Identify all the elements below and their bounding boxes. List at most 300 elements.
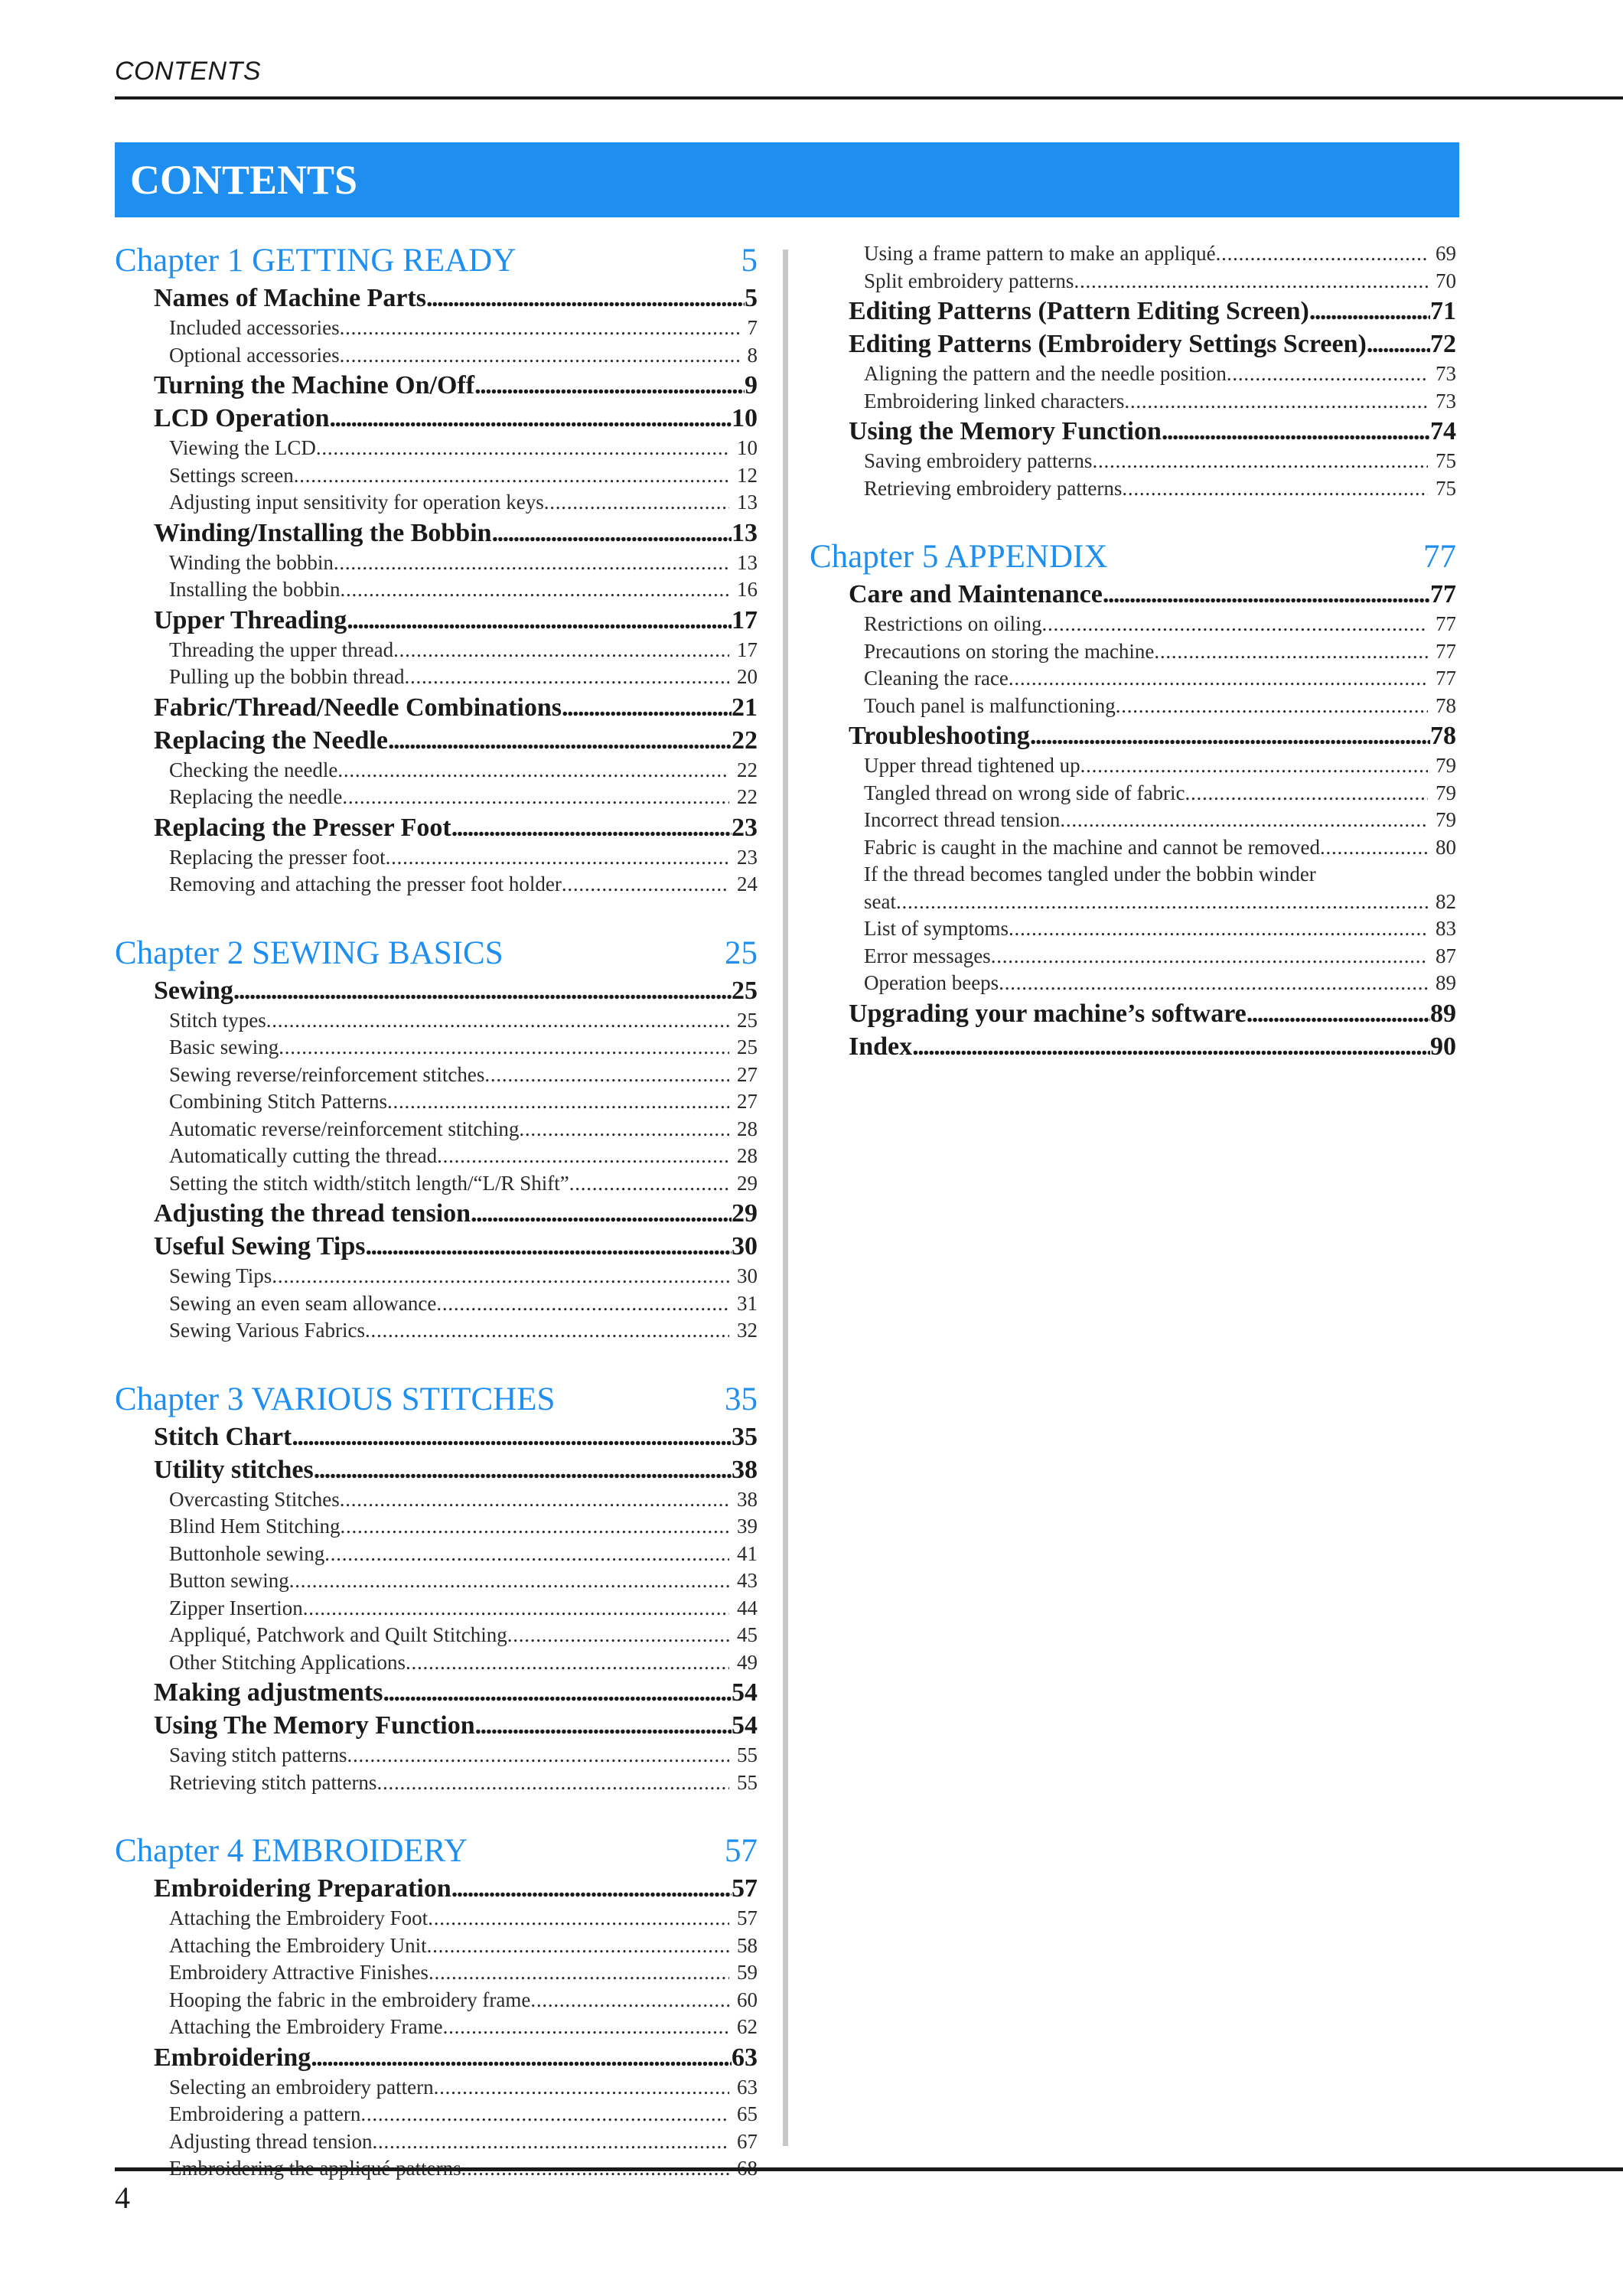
entry-title: Button sewing: [169, 1569, 289, 1592]
dot-leader: [1309, 295, 1430, 328]
entry-title: Editing Patterns (Pattern Editing Screen): [849, 297, 1309, 325]
entry-page-number: 72: [1430, 330, 1456, 358]
entry-page-number: 13: [737, 491, 758, 514]
entry-page-number: 12: [737, 463, 758, 487]
chapter-page-number: 57: [725, 1833, 758, 1869]
toc-section-entry[interactable]: [115, 517, 758, 550]
toc-section-entry[interactable]: [810, 328, 1456, 360]
toc-chapter-heading[interactable]: [115, 240, 758, 282]
dot-leader: [437, 1143, 729, 1170]
entry-page-number: 70: [1436, 269, 1456, 292]
toc-chapter-heading[interactable]: [115, 1379, 758, 1420]
entry-page-number: 54: [732, 1711, 758, 1740]
toc-section-entry[interactable]: [115, 369, 758, 402]
entry-page-number: 25: [737, 1035, 758, 1058]
toc-subentry[interactable]: [115, 1595, 758, 1623]
toc-subentry[interactable]: [115, 784, 758, 811]
toc-section-entry[interactable]: [115, 282, 758, 315]
entry-title: Using a frame pattern to make an appliqué: [864, 242, 1216, 265]
entry-page-number: 5: [745, 284, 758, 312]
entry-page-number: 60: [737, 1988, 758, 2011]
entry-title: Operation beeps: [864, 971, 999, 994]
toc-subentry[interactable]: [810, 638, 1456, 666]
entry-title: Removing and attaching the presser foot holder: [169, 872, 562, 895]
entry-page-number: 17: [732, 605, 758, 634]
dot-leader: [360, 2101, 729, 2128]
toc-subentry[interactable]: [810, 834, 1456, 862]
dot-leader: [443, 2014, 729, 2041]
toc-subentry[interactable]: [115, 1062, 758, 1089]
toc-section-entry[interactable]: [115, 974, 758, 1007]
toc-chapter-heading[interactable]: [810, 536, 1456, 578]
toc-subentry[interactable]: [115, 2014, 758, 2041]
dot-leader: [324, 1541, 729, 1568]
toc-section-entry[interactable]: [115, 811, 758, 844]
dot-leader: [912, 1030, 1430, 1063]
toc-subentry[interactable]: [115, 2128, 758, 2156]
entry-title: LCD Operation: [154, 404, 330, 432]
toc-chapter-heading[interactable]: [115, 1831, 758, 1872]
toc-subentry[interactable]: [115, 844, 758, 872]
chapter-title: Chapter 5 APPENDIX: [810, 539, 1108, 575]
toc-subentry[interactable]: [115, 342, 758, 370]
dot-leader: [507, 1622, 729, 1649]
dot-leader: [1154, 638, 1428, 666]
toc-section-entry[interactable]: [115, 1709, 758, 1742]
entry-title: Saving stitch patterns: [169, 1743, 347, 1766]
chapter-title: Chapter 1 GETTING READY: [115, 243, 517, 279]
toc-section-entry[interactable]: [115, 604, 758, 637]
entry-page-number: 78: [1430, 722, 1456, 750]
chapter-title: Chapter 3 VARIOUS STITCHES: [115, 1381, 556, 1417]
entry-title: Adjusting the thread tension: [154, 1199, 471, 1228]
entry-page-number: 17: [737, 638, 758, 661]
dot-leader: [372, 2128, 729, 2156]
entry-title: Pulling up the bobbin thread: [169, 665, 405, 688]
toc-subentry[interactable]: [115, 576, 758, 604]
dot-leader: [436, 1290, 729, 1318]
toc-subentry[interactable]: [115, 1263, 758, 1290]
entry-page-number: 62: [737, 2015, 758, 2038]
entry-title: Replacing the Needle: [154, 726, 388, 755]
toc-subentry[interactable]: [115, 315, 758, 342]
entry-title: Editing Patterns (Embroidery Settings Screen): [849, 330, 1367, 358]
entry-page-number: 49: [737, 1650, 758, 1674]
entry-title: Winding/Installing the Bobbin: [154, 518, 492, 547]
entry-page-number: 23: [732, 813, 758, 842]
entry-page-number: 45: [737, 1623, 758, 1646]
toc-subentry[interactable]: [115, 664, 758, 691]
dot-leader: [303, 1595, 729, 1623]
dot-leader: [1162, 415, 1430, 448]
toc-subentry[interactable]: [115, 1143, 758, 1170]
toc-subentry[interactable]: [810, 240, 1456, 268]
toc-subentry[interactable]: [810, 889, 1456, 916]
entry-title: Threading the upper thread: [169, 638, 394, 661]
dot-leader: [340, 1486, 729, 1514]
toc-subentry[interactable]: [810, 970, 1456, 997]
entry-page-number: 27: [737, 1090, 758, 1113]
toc-subentry[interactable]: [115, 462, 758, 490]
chapter-page-number: 5: [741, 243, 758, 279]
dot-leader: [492, 517, 732, 550]
entry-page-number: 79: [1436, 808, 1456, 831]
entry-title: Restrictions on oiling: [864, 612, 1042, 635]
entry-title: Sewing: [154, 976, 233, 1005]
dot-leader: [1074, 268, 1428, 295]
toc-subentry[interactable]: [115, 2074, 758, 2102]
dot-leader: [406, 1649, 729, 1677]
dot-leader: [1320, 834, 1428, 862]
toc-subentry[interactable]: [115, 1905, 758, 1932]
toc-subentry[interactable]: [115, 1116, 758, 1143]
entry-title: Upper Threading: [154, 605, 347, 634]
entry-page-number: 29: [737, 1171, 758, 1195]
toc-subentry[interactable]: [115, 1513, 758, 1541]
dot-leader: [544, 489, 729, 517]
entry-page-number: 21: [732, 693, 758, 722]
entry-title: Other Stitching Applications: [169, 1650, 406, 1674]
toc-subentry[interactable]: [115, 1567, 758, 1595]
entry-page-number: 28: [737, 1117, 758, 1140]
toc-subentry[interactable]: [810, 915, 1456, 943]
toc-subentry[interactable]: [810, 268, 1456, 295]
entry-page-number: 55: [737, 1770, 758, 1794]
toc-section-entry[interactable]: [810, 719, 1456, 752]
entry-title: Automatically cutting the thread: [169, 1144, 438, 1167]
dot-leader: [393, 637, 729, 664]
dot-leader: [451, 811, 732, 844]
toc-subentry[interactable]: [115, 1541, 758, 1568]
dot-leader: [1116, 693, 1428, 720]
chapter-title: Chapter 2 SEWING BASICS: [115, 934, 504, 971]
dot-leader: [340, 576, 729, 604]
chapter-gap: [115, 1345, 758, 1379]
toc-subentry[interactable]: [115, 1987, 758, 2014]
entry-title: Tangled thread on wrong side of fabric: [864, 781, 1185, 804]
dot-leader: [1185, 780, 1428, 807]
dot-leader: [484, 1062, 729, 1089]
toc-subentry[interactable]: [115, 1742, 758, 1769]
entry-title: Retrieving embroidery patterns: [864, 476, 1123, 500]
toc-subentry[interactable]: [115, 757, 758, 784]
entry-title: Cleaning the race: [864, 667, 1009, 690]
toc-section-entry[interactable]: [810, 415, 1456, 448]
entry-title: Attaching the Embroidery Unit: [169, 1933, 427, 1957]
toc-section-entry[interactable]: [810, 295, 1456, 328]
entry-page-number: 28: [737, 1144, 758, 1167]
entry-page-number: 25: [732, 976, 758, 1005]
dot-leader: [434, 2074, 729, 2102]
toc-subentry[interactable]: [115, 1622, 758, 1649]
toc-subentry[interactable]: [115, 550, 758, 577]
toc-section-entry[interactable]: [115, 1230, 758, 1263]
toc-subentry[interactable]: [115, 1034, 758, 1062]
entry-page-number: 77: [1430, 580, 1456, 608]
entry-page-number: 44: [737, 1596, 758, 1619]
entry-title: Selecting an embroidery pattern: [169, 2075, 434, 2099]
dot-leader: [1247, 997, 1430, 1030]
toc-subentry[interactable]: [810, 388, 1456, 416]
toc-right-column: [810, 240, 1456, 1063]
entry-page-number: 22: [737, 785, 758, 808]
entry-page-number: 25: [737, 1008, 758, 1032]
toc-section-entry[interactable]: [810, 1030, 1456, 1063]
dot-leader: [1216, 240, 1428, 268]
dot-leader: [365, 1317, 729, 1345]
running-head: CONTENTS: [115, 57, 261, 86]
entry-title: Fabric is caught in the machine and cannot be removed: [864, 835, 1321, 859]
dot-leader: [340, 342, 740, 370]
toc-subentry[interactable]: [115, 1769, 758, 1797]
dot-leader: [337, 757, 729, 784]
toc-subentry[interactable]: [115, 1649, 758, 1677]
entry-page-number: 65: [737, 2102, 758, 2125]
chapter-gap: [810, 502, 1456, 536]
dot-leader: [292, 1420, 732, 1453]
entry-page-number: 75: [1436, 449, 1456, 472]
entry-title: Setting the stitch width/stitch length/“L/R Shift”: [169, 1171, 569, 1195]
entry-title: Upper thread tightened up: [864, 754, 1080, 777]
toc-section-entry[interactable]: [115, 1453, 758, 1486]
toc-section-entry[interactable]: [115, 1420, 758, 1453]
entry-title: Sewing reverse/reinforcement stitches: [169, 1062, 485, 1086]
dot-leader: [999, 970, 1428, 997]
toc-subentry[interactable]: [810, 475, 1456, 503]
entry-page-number: 32: [737, 1319, 758, 1342]
entry-page-number: 77: [1436, 639, 1456, 663]
column-divider: [783, 249, 788, 2146]
entry-title: Care and Maintenance: [849, 580, 1103, 608]
dot-leader: [427, 1932, 729, 1960]
dot-leader: [272, 1263, 729, 1290]
entry-title: Utility stitches: [154, 1455, 314, 1484]
entry-title: Stitch types: [169, 1008, 266, 1032]
chapter-page-number: 77: [1423, 539, 1456, 575]
dot-leader: [388, 724, 732, 757]
dot-leader: [266, 1007, 729, 1035]
entry-title: List of symptoms: [864, 917, 1009, 940]
entry-title: Appliqué, Patchwork and Quilt Stitching: [169, 1623, 507, 1646]
toc-subentry-wrapped-line[interactable]: If the thread becomes tangled under the bobbin winder: [864, 863, 1316, 885]
toc-subentry[interactable]: [115, 1290, 758, 1318]
entry-page-number: 35: [732, 1422, 758, 1451]
entry-page-number: 89: [1436, 971, 1456, 994]
entry-title: Zipper Insertion: [169, 1596, 303, 1619]
dot-leader: [330, 402, 732, 435]
dot-leader: [429, 1959, 729, 1987]
entry-page-number: 31: [737, 1291, 758, 1315]
entry-title: Adjusting input sensitivity for operation keys: [169, 491, 544, 514]
entry-title: Sewing Various Fabrics: [169, 1319, 365, 1342]
toc-subentry[interactable]: [810, 693, 1456, 720]
dot-leader: [519, 1116, 729, 1143]
entry-title: Replacing the needle: [169, 785, 343, 808]
dot-leader: [340, 315, 740, 342]
entry-page-number: 63: [732, 2043, 758, 2072]
entry-title: Retrieving stitch patterns: [169, 1770, 377, 1794]
dot-leader: [451, 1872, 732, 1905]
entry-title: Upgrading your machine’s software: [849, 999, 1247, 1028]
toc-subentry[interactable]: [810, 752, 1456, 780]
entry-page-number: 77: [1436, 612, 1456, 635]
toc-subentry[interactable]: [810, 665, 1456, 693]
entry-page-number: 57: [737, 1906, 758, 1929]
entry-page-number: 41: [737, 1541, 758, 1565]
chapter-gap: [115, 899, 758, 933]
toc-subentry[interactable]: [115, 1007, 758, 1035]
toc-subentry[interactable]: [115, 1959, 758, 1987]
dot-leader: [530, 1987, 729, 2014]
dot-leader: [341, 1513, 729, 1541]
entry-title: Useful Sewing Tips: [154, 1232, 366, 1261]
entry-title: Error messages: [864, 944, 991, 967]
entry-title: Touch panel is malfunctioning: [864, 693, 1116, 717]
entry-title: Hooping the fabric in the embroidery frame: [169, 1988, 531, 2011]
toc-section-entry[interactable]: [115, 1872, 758, 1905]
dot-leader: [1030, 719, 1430, 752]
entry-page-number: 27: [737, 1062, 758, 1086]
entry-title: Fabric/Thread/Needle Combinations: [154, 693, 562, 722]
toc-section-entry[interactable]: [115, 402, 758, 435]
dot-leader: [1009, 915, 1428, 943]
entry-page-number: 83: [1436, 917, 1456, 940]
entry-title: Making adjustments: [154, 1678, 383, 1707]
entry-title: Precautions on storing the machine: [864, 639, 1155, 663]
entry-title: Viewing the LCD: [169, 436, 316, 459]
toc-subentry[interactable]: [810, 448, 1456, 475]
dot-leader: [1080, 752, 1428, 780]
dot-leader: [1103, 578, 1430, 611]
toc-section-entry[interactable]: [810, 578, 1456, 611]
dot-leader: [311, 2041, 732, 2074]
toc-subentry[interactable]: [810, 943, 1456, 970]
entry-title: Buttonhole sewing: [169, 1541, 325, 1565]
entry-page-number: 89: [1430, 999, 1456, 1028]
dot-leader: [1009, 665, 1428, 693]
toc-subentry[interactable]: [115, 1088, 758, 1116]
entry-title: Aligning the pattern and the needle position: [864, 362, 1227, 385]
toc-subentry[interactable]: [810, 360, 1456, 388]
top-rule: [115, 96, 1623, 99]
entry-page-number: 75: [1436, 476, 1456, 500]
entry-page-number: 79: [1436, 781, 1456, 804]
toc-chapter-heading[interactable]: [115, 933, 758, 974]
entry-page-number: 13: [737, 550, 758, 574]
dot-leader: [1124, 388, 1428, 416]
entry-title: Embroidery Attractive Finishes: [169, 1961, 429, 1984]
toc-section-entry[interactable]: [115, 2041, 758, 2074]
entry-page-number: 29: [732, 1199, 758, 1228]
entry-title: Embroidering linked characters: [864, 389, 1125, 413]
bottom-rule: [115, 2167, 1623, 2171]
entry-page-number: 7: [747, 316, 758, 339]
entry-title: Sewing an even seam allowance: [169, 1291, 437, 1315]
entry-title: Incorrect thread tension: [864, 808, 1061, 831]
entry-page-number: 55: [737, 1743, 758, 1766]
entry-title: Automatic reverse/reinforcement stitching: [169, 1117, 520, 1140]
dot-leader: [1122, 475, 1428, 503]
entry-page-number: 74: [1430, 417, 1456, 445]
entry-title: Checking the needle: [169, 758, 338, 781]
dot-leader: [386, 844, 729, 872]
entry-title: Settings screen: [169, 463, 294, 487]
dot-leader: [896, 889, 1428, 916]
entry-title: Embroidering: [154, 2043, 311, 2072]
entry-page-number: 10: [732, 404, 758, 432]
entry-title: Included accessories: [169, 316, 340, 339]
entry-page-number: 77: [1436, 667, 1456, 690]
toc-section-entry[interactable]: [810, 997, 1456, 1030]
entry-title: Sewing Tips: [169, 1264, 272, 1287]
contents-banner: CONTENTS: [115, 142, 1459, 217]
entry-title: Troubleshooting: [849, 722, 1030, 750]
entry-page-number: 90: [1430, 1032, 1456, 1061]
chapter-page-number: 25: [725, 934, 758, 971]
entry-page-number: 13: [732, 518, 758, 547]
toc-subentry[interactable]: [115, 489, 758, 517]
toc-subentry[interactable]: [115, 1317, 758, 1345]
entry-title: Using The Memory Function: [154, 1711, 475, 1740]
entry-page-number: 54: [732, 1678, 758, 1707]
entry-page-number: 69: [1436, 242, 1456, 265]
toc-left-column: [115, 240, 758, 2183]
entry-page-number: 73: [1436, 362, 1456, 385]
toc-section-entry[interactable]: [115, 691, 758, 724]
entry-title: Installing the bobbin: [169, 578, 341, 601]
entry-page-number: 22: [737, 758, 758, 781]
entry-title: Index: [849, 1032, 913, 1061]
entry-title: Embroidering Preparation: [154, 1874, 451, 1903]
entry-page-number: 71: [1430, 297, 1456, 325]
entry-title: Saving embroidery patterns: [864, 449, 1093, 472]
entry-title: Optional accessories: [169, 343, 340, 367]
dot-leader: [342, 784, 729, 811]
toc-subentry[interactable]: [115, 2101, 758, 2128]
toc-subentry[interactable]: [115, 1932, 758, 1960]
dot-leader: [1092, 448, 1428, 475]
entry-page-number: 30: [732, 1232, 758, 1261]
toc-subentry[interactable]: [115, 871, 758, 899]
toc-subentry[interactable]: [810, 780, 1456, 807]
toc-subentry[interactable]: [115, 1486, 758, 1514]
chapter-gap: [115, 1796, 758, 1831]
toc-section-entry[interactable]: [115, 724, 758, 757]
dot-leader: [1042, 611, 1429, 638]
entry-title: Split embroidery patterns: [864, 269, 1074, 292]
entry-title: Embroidering a pattern: [169, 2102, 361, 2125]
dot-leader: [426, 282, 745, 315]
toc-subentry[interactable]: [115, 637, 758, 664]
dot-leader: [474, 369, 745, 402]
toc-subentry[interactable]: [115, 1170, 758, 1198]
toc-section-entry[interactable]: [115, 1676, 758, 1709]
entry-title: Attaching the Embroidery Foot: [169, 1906, 429, 1929]
toc-subentry[interactable]: [115, 435, 758, 462]
entry-page-number: 23: [737, 845, 758, 869]
toc-subentry[interactable]: [810, 611, 1456, 638]
entry-title: Winding the bobbin: [169, 550, 334, 574]
entry-page-number: 8: [747, 343, 758, 367]
dot-leader: [562, 871, 729, 899]
entry-page-number: 58: [737, 1933, 758, 1957]
dot-leader: [314, 1453, 732, 1486]
toc-subentry[interactable]: [810, 807, 1456, 834]
entry-page-number: 24: [737, 872, 758, 895]
entry-title: Overcasting Stitches: [169, 1487, 340, 1511]
toc-section-entry[interactable]: [115, 1197, 758, 1230]
entry-page-number: 79: [1436, 754, 1456, 777]
